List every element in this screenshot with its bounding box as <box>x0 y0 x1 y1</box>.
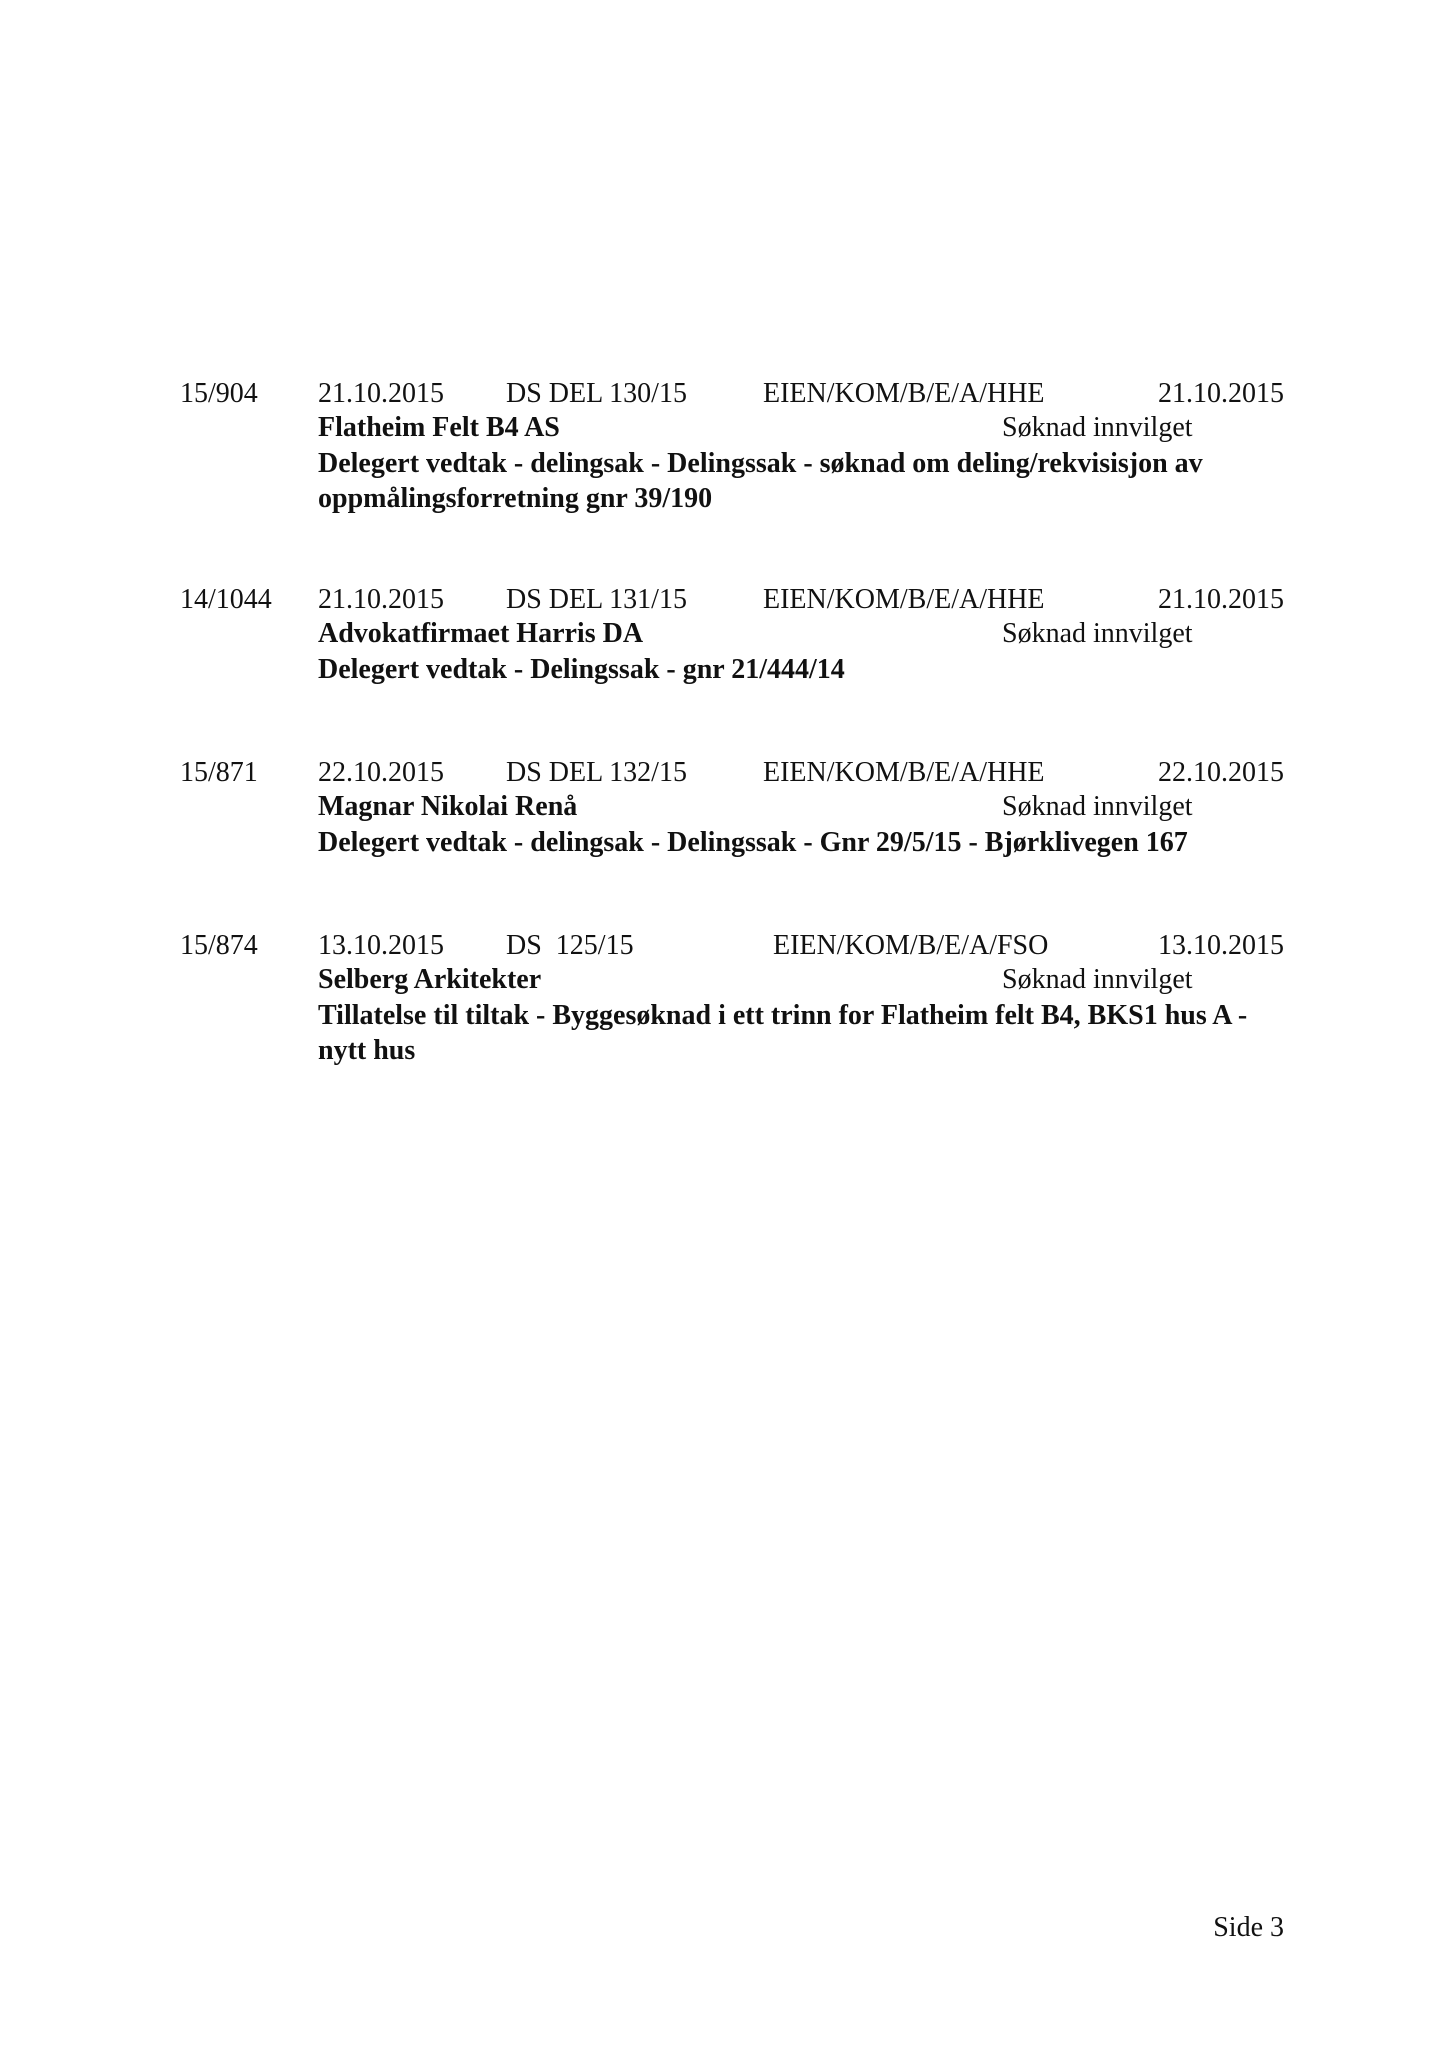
document-date: 21.10.2015 <box>1158 584 1284 615</box>
entry-description: Delegert vedtak - delingsak - Delingssak - Gnr 29/5/15 - Bjørklivegen 167 <box>318 827 1188 858</box>
case-number: 15/871 <box>180 757 258 788</box>
status-text: Søknad innvilget <box>1002 618 1193 649</box>
case-number: 14/1044 <box>180 584 272 615</box>
entry-date: 22.10.2015 <box>318 757 444 788</box>
document-reference: DS DEL 131/15 <box>506 584 687 615</box>
document-reference: DS 125/15 <box>506 930 634 961</box>
document-date: 22.10.2015 <box>1158 757 1284 788</box>
status-text: Søknad innvilget <box>1002 791 1193 822</box>
entry-date: 13.10.2015 <box>318 930 444 961</box>
party-name: Magnar Nikolai Renå <box>318 791 578 822</box>
department-code: EIEN/KOM/B/E/A/FSO <box>773 930 1049 961</box>
entry-date: 21.10.2015 <box>318 378 444 409</box>
status-text: Søknad innvilget <box>1002 964 1193 995</box>
entry-date: 21.10.2015 <box>318 584 444 615</box>
entry-description: Delegert vedtak - delingsak - Delingssak - søknad om deling/rekvisisjon av oppmålingsforretning gnr 39/190 <box>318 448 1203 514</box>
department-code: EIEN/KOM/B/E/A/HHE <box>763 378 1045 409</box>
party-name: Flatheim Felt B4 AS <box>318 412 560 443</box>
case-number: 15/874 <box>180 930 258 961</box>
status-text: Søknad innvilget <box>1002 412 1193 443</box>
department-code: EIEN/KOM/B/E/A/HHE <box>763 757 1045 788</box>
document-reference: DS DEL 130/15 <box>506 378 687 409</box>
page-number: Side 3 <box>1213 1912 1284 1943</box>
department-code: EIEN/KOM/B/E/A/HHE <box>763 584 1045 615</box>
party-name: Selberg Arkitekter <box>318 964 542 995</box>
party-name: Advokatfirmaet Harris DA <box>318 618 644 649</box>
document-date: 13.10.2015 <box>1158 930 1284 961</box>
document-date: 21.10.2015 <box>1158 378 1284 409</box>
document-reference: DS DEL 132/15 <box>506 757 687 788</box>
case-number: 15/904 <box>180 378 258 409</box>
entry-description: Tillatelse til tiltak - Byggesøknad i ett trinn for Flatheim felt B4, BKS1 hus A - nytt hus <box>318 1000 1248 1066</box>
entry-description: Delegert vedtak - Delingssak - gnr 21/444/14 <box>318 654 845 685</box>
